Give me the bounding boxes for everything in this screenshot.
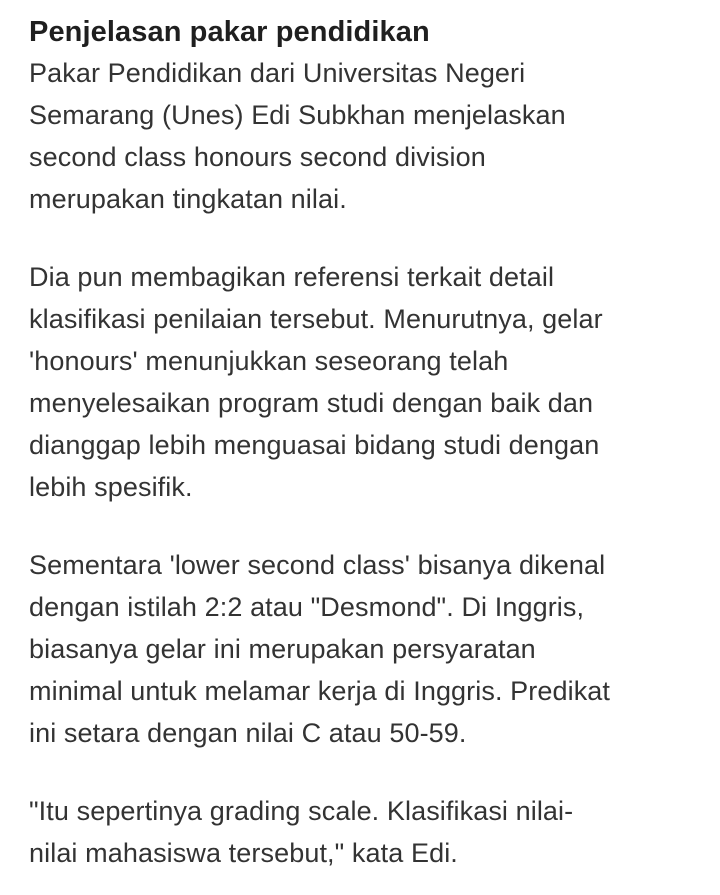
paragraph-line: Pakar Pendidikan dari Universitas Negeri	[29, 58, 526, 88]
paragraph-1	[29, 52, 709, 220]
paragraph-line: "Itu sepertinya grading scale. Klasifikasi nilai-	[29, 796, 574, 826]
paragraph-line: merupakan tingkatan nilai.	[29, 184, 347, 214]
paragraph-2	[29, 256, 709, 508]
paragraph-3	[29, 544, 709, 754]
paragraph-line: minimal untuk melamar kerja di Inggris. Predikat	[29, 676, 611, 706]
paragraph-line: Semarang (Unes) Edi Subkhan menjelaskan	[29, 100, 566, 130]
article-body	[29, 10, 709, 874]
section-heading: Penjelasan pakar pendidikan	[29, 16, 430, 48]
paragraph-line: ini setara dengan nilai C atau 50-59.	[29, 718, 467, 748]
paragraph-line: biasanya gelar ini merupakan persyaratan	[29, 634, 536, 664]
paragraph-line: nilai mahasiswa tersebut," kata Edi.	[29, 838, 458, 868]
paragraph-line: dianggap lebih menguasai bidang studi dengan	[29, 430, 600, 460]
paragraph-line: 'honours' menunjukkan seseorang telah	[29, 346, 509, 376]
paragraph-line: menyelesaikan program studi dengan baik dan	[29, 388, 594, 418]
paragraph-4-quote	[29, 790, 709, 874]
paragraph-line: klasifikasi penilaian tersebut. Menurutnya, gelar	[29, 304, 603, 334]
paragraph-line: Dia pun membagikan referensi terkait detail	[29, 262, 555, 292]
paragraph-line: Sementara 'lower second class' bisanya dikenal	[29, 550, 606, 580]
paragraph-line: dengan istilah 2:2 atau "Desmond". Di Inggris,	[29, 592, 585, 622]
paragraph-line: second class honours second division	[29, 142, 486, 172]
paragraph-line: lebih spesifik.	[29, 472, 193, 502]
